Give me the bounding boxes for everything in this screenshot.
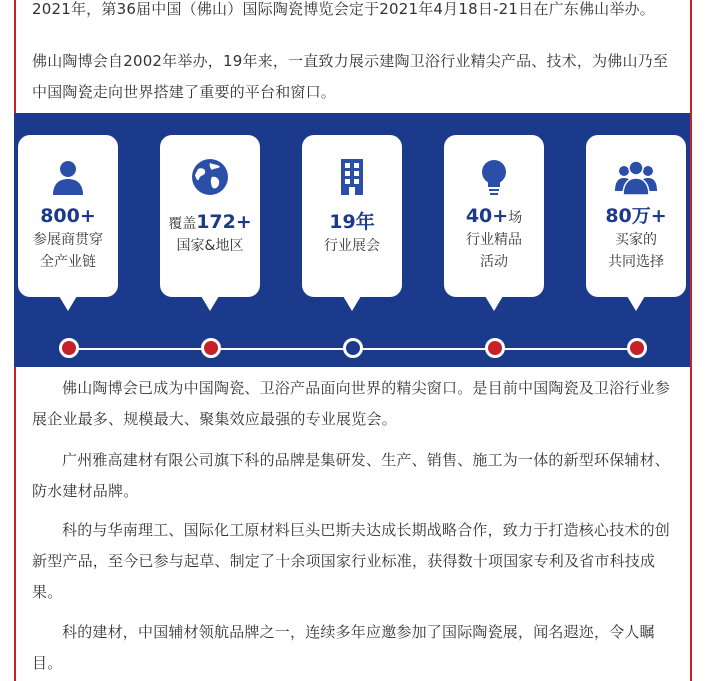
person-icon	[48, 157, 88, 197]
stat-card-buyers	[586, 135, 686, 297]
paragraph-company-intro: 广州雅高建材有限公司旗下科的品牌是集研发、生产、销售、施工为一体的新型环保辅材、防水建材品牌。	[32, 451, 671, 500]
stat-label-line1: 行业精品	[466, 232, 522, 248]
stat-label-line1: 行业展会	[324, 238, 380, 254]
stat-number: 172+	[196, 211, 252, 233]
paragraph-partnership: 科的与华南理工、国际化工原材料巨头巴斯夫达成长期战略合作，致力于打造核心技术的创新型产品，至今已参与起草、制定了十余项国家行业标准，获得数十项国家专利及省市科技成果。	[32, 521, 671, 601]
stat-number: 800+	[40, 205, 96, 227]
globe-icon	[190, 157, 230, 197]
stat-card-events	[444, 135, 544, 297]
building-icon	[332, 157, 372, 197]
stat-label-line2: 活动	[480, 254, 508, 270]
stats-banner	[14, 113, 690, 367]
timeline-dot	[627, 338, 647, 358]
timeline-dot	[485, 338, 505, 358]
lightbulb-icon	[474, 157, 514, 197]
paragraph-expo-date: 2021年，第36届中国（佛山）国际陶瓷博览会定于2021年4月18日-21日在广东佛山举办。	[32, 0, 655, 18]
paragraph-expo-history: 佛山陶博会自2002年举办，19年来，一直致力展示建陶卫浴行业精尖产品、技术，为佛山乃至中国陶瓷走向世界搭建了重要的平台和窗口。	[32, 52, 669, 101]
stat-card-countries	[160, 135, 260, 297]
stat-label-line2: 全产业链	[40, 254, 96, 270]
stat-card-years	[302, 135, 402, 297]
timeline-dot	[201, 338, 221, 358]
stat-label-line1: 国家&地区	[176, 238, 244, 254]
timeline-dot	[59, 338, 79, 358]
paragraph-expo-status: 佛山陶博会已成为中国陶瓷、卫浴产品面向世界的精尖窗口。是目前中国陶瓷及卫浴行业参展企业最多、规模最大、聚集效应最强的专业展览会。	[32, 379, 671, 428]
timeline-dot	[343, 338, 363, 358]
group-icon	[614, 157, 658, 197]
stat-number: 80万+	[605, 205, 667, 227]
stat-label-line1: 买家的	[615, 232, 657, 248]
stat-card-exhibitors	[18, 135, 118, 297]
right-border	[690, 0, 692, 681]
stat-label-line1: 参展商贯穿	[33, 232, 103, 248]
stat-label-line2: 共同选择	[608, 254, 664, 270]
paragraph-brand: 科的建材，中国辅材领航品牌之一，连续多年应邀参加了国际陶瓷展，闻名遐迩，令人瞩目。	[32, 623, 655, 672]
stat-suffix: 场	[508, 210, 523, 226]
stat-number: 19年	[329, 211, 375, 233]
stat-prefix: 覆盖	[168, 216, 197, 232]
stat-number: 40+	[465, 205, 509, 227]
